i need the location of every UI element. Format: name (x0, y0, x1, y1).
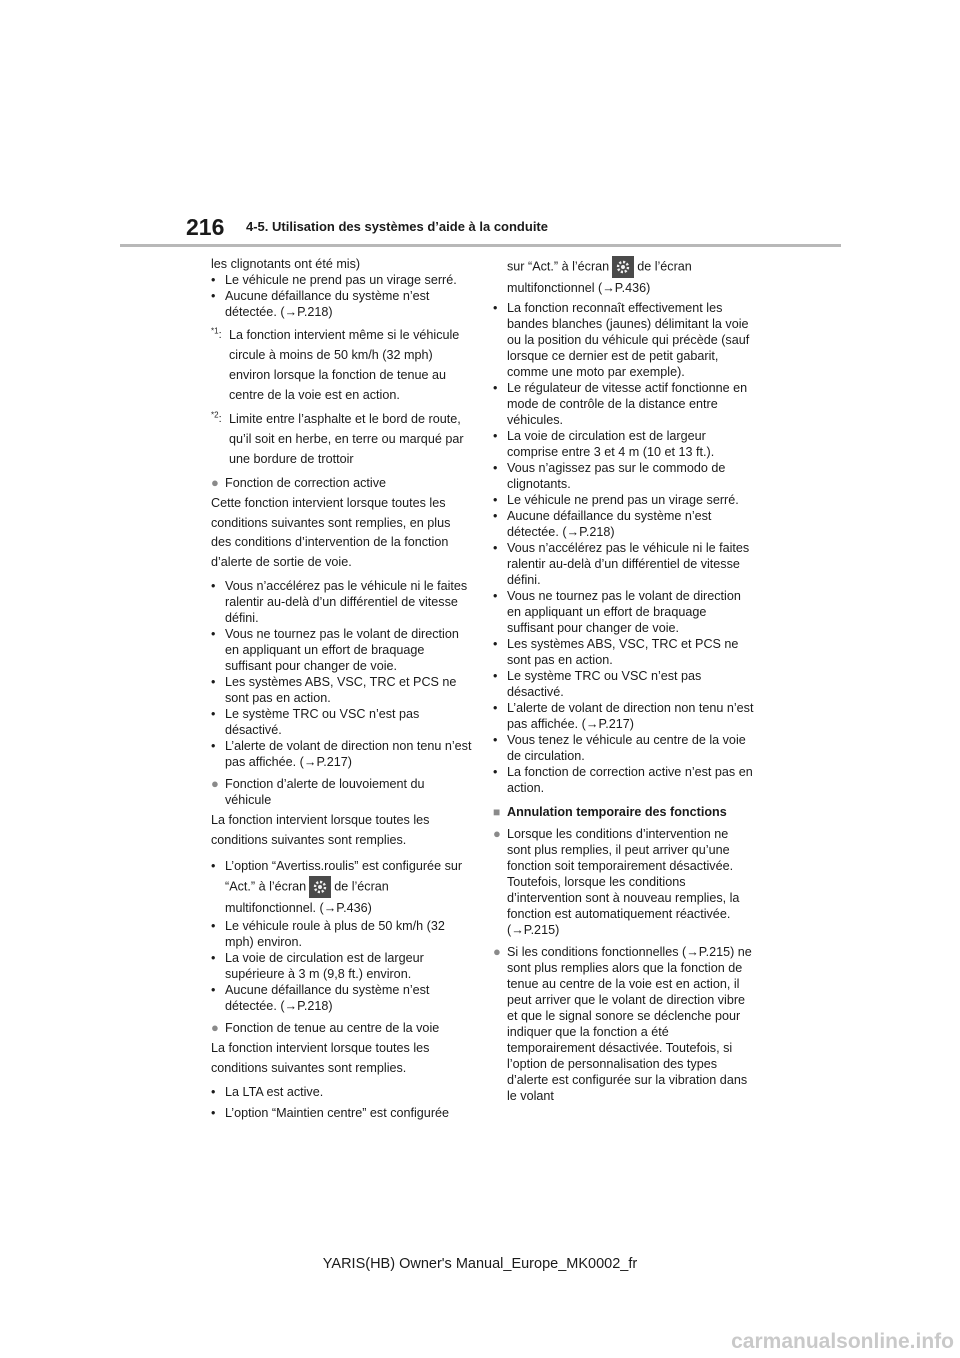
list-item: • La voie de circulation est de largeur comprise entre 3 et 4 m (10 et 13 ft.). (493, 429, 715, 459)
list-item: • L’alerte de volant de direction non tenu n’est pas affichée. (→P.217) (211, 739, 472, 769)
list-item: • Le système TRC ou VSC n’est pas désactivé. (493, 669, 702, 699)
list-item: • La fonction de correction active n’est pas en action. (493, 765, 753, 795)
heading-sway: ● Fonction d’alerte de louvoiement du véhicule (211, 776, 425, 807)
sway-intro: La fonction intervient lorsque toutes les conditions suivantes sont remplies. (211, 813, 430, 847)
circle-bullet-icon: ● (493, 826, 501, 841)
circle-bullet-icon: ● (211, 475, 219, 490)
page-number: 216 (186, 214, 225, 240)
footnote-1: $^{*1}$: La fonction intervient même si le véhicule circule à moins de 50 km/h (32 mph) environ lorsque la fonction de tenue au centre de la voie est en action. (211, 326, 460, 402)
list-item: • Vous n’accélérez pas le véhicule ni le faites ralentir au-delà d’un différentiel de vitesse défini. (211, 579, 468, 625)
list-item: • Vous ne tournez pas le volant de direction en appliquant un effort de braquage suffisant pour changer de voie. (211, 627, 459, 673)
list-item: • Vous ne tournez pas le volant de direction en appliquant un effort de braquage suffisant pour changer de voie. (493, 589, 741, 635)
list-item: • L’option “Avertiss.roulis” est configurée sur “Act.” à l’écran de l’écran multifonctionnel. (→P.436) (211, 859, 463, 915)
list-item: • Les systèmes ABS, VSC, TRC et PCS ne sont pas en action. (493, 637, 739, 667)
correction-intro: Cette fonction intervient lorsque toutes les conditions suivantes sont remplies, en plus des conditions d’intervention de la fonction d’alerte de sortie de voie. (211, 496, 451, 569)
heading-annulation: ■ Annulation temporaire des fonctions (493, 805, 727, 819)
watermark: carmanualsonline.info (731, 1330, 954, 1353)
list-item: • Le régulateur de vitesse actif fonctionne en mode de contrôle de la distance entre véhicules. (493, 381, 748, 427)
annulation-paragraph-1: ● Lorsque les conditions d’intervention ne sont plus remplies, il peut arriver qu’une fonction soit temporairement désactivée. Toutefois, lorsque les conditions d’intervention sont à nouveau remplies, la fonction est automatiquement réactivée. (→P.215) (493, 826, 740, 937)
list-item: • La LTA est active. (211, 1085, 324, 1099)
header-rule (120, 244, 841, 247)
list-item: • Le véhicule ne prend pas un virage serré. (211, 273, 457, 287)
list-item: • Aucune défaillance du système n’est détectée. (→P.218) (493, 509, 712, 539)
left-column (211, 256, 473, 1121)
list-item: • Aucune défaillance du système n’est détectée. (→P.218) (211, 289, 430, 319)
list-item: • Vous tenez le véhicule au centre de la voie de circulation. (493, 733, 746, 763)
right-column (493, 256, 755, 1107)
center-intro: La fonction intervient lorsque toutes les conditions suivantes sont remplies. (211, 1041, 430, 1075)
annulation-paragraph-2: ● Si les conditions fonctionnelles (→P.215) ne sont plus remplies alors que la fonction de tenue au centre de la voie est en action, il peut arriver que le volant de direction vibre et que le signal sonore se déclenche pour indiquer que la fonction a été temporairement désactivée. Toutefois, si l’option de personnalisation des types d’alerte est configurée sur la vibration dans le volant (493, 944, 752, 1103)
gear-icon (309, 876, 331, 898)
gear-icon (612, 256, 634, 278)
section-title: 4-5. Utilisation des systèmes d’aide à la conduite (246, 219, 548, 234)
circle-bullet-icon: ● (211, 776, 219, 791)
page-footer: YARIS(HB) Owner's Manual_Europe_MK0002_fr (322, 1256, 638, 1272)
list-item: • Le véhicule roule à plus de 50 km/h (32 mph) environ. (211, 919, 445, 949)
circle-bullet-icon: ● (211, 1020, 219, 1035)
continued-text: sur “Act.” à l’écran de l’écran multifonctionnel (→P.436) (493, 256, 755, 298)
continued-text: les clignotants ont été mis) (211, 257, 361, 271)
list-item: • Le système TRC ou VSC n’est pas désactivé. (211, 707, 420, 737)
list-item: • L’option “Maintien centre” est configurée (211, 1106, 450, 1120)
list-item: • Les systèmes ABS, VSC, TRC et PCS ne sont pas en action. (211, 675, 457, 705)
list-item: • La voie de circulation est de largeur supérieure à 3 m (9,8 ft.) environ. (211, 951, 424, 981)
square-bullet-icon: ■ (493, 805, 501, 819)
list-item: • Le véhicule ne prend pas un virage serré. (493, 493, 739, 507)
list-item: • Vous n’accélérez pas le véhicule ni le faites ralentir au-delà d’un différentiel de vitesse défini. (493, 541, 750, 587)
heading-correction: ● Fonction de correction active (211, 475, 387, 490)
list-item: • Aucune défaillance du système n’est détectée. (→P.218) (211, 983, 430, 1013)
footnote-2: $^{*2}$: Limite entre l’asphalte et le bord de route, qu’il soit en herbe, en terre ou marqué par une bordure de trottoir (211, 410, 464, 466)
page-header (0, 0, 960, 250)
circle-bullet-icon: ● (493, 944, 501, 959)
list-item: • L’alerte de volant de direction non tenu n’est pas affichée. (→P.217) (493, 701, 754, 731)
list-item: • La fonction reconnaît effectivement les bandes blanches (jaunes) délimitant la voie ou la position du véhicule qui précède (sauf lorsque ce dernier est de petit gabarit, comme une moto par exemple). (493, 301, 750, 379)
list-item: • Vous n’agissez pas sur le commodo de clignotants. (493, 461, 726, 491)
heading-center: ● Fonction de tenue au centre de la voie (211, 1020, 440, 1035)
